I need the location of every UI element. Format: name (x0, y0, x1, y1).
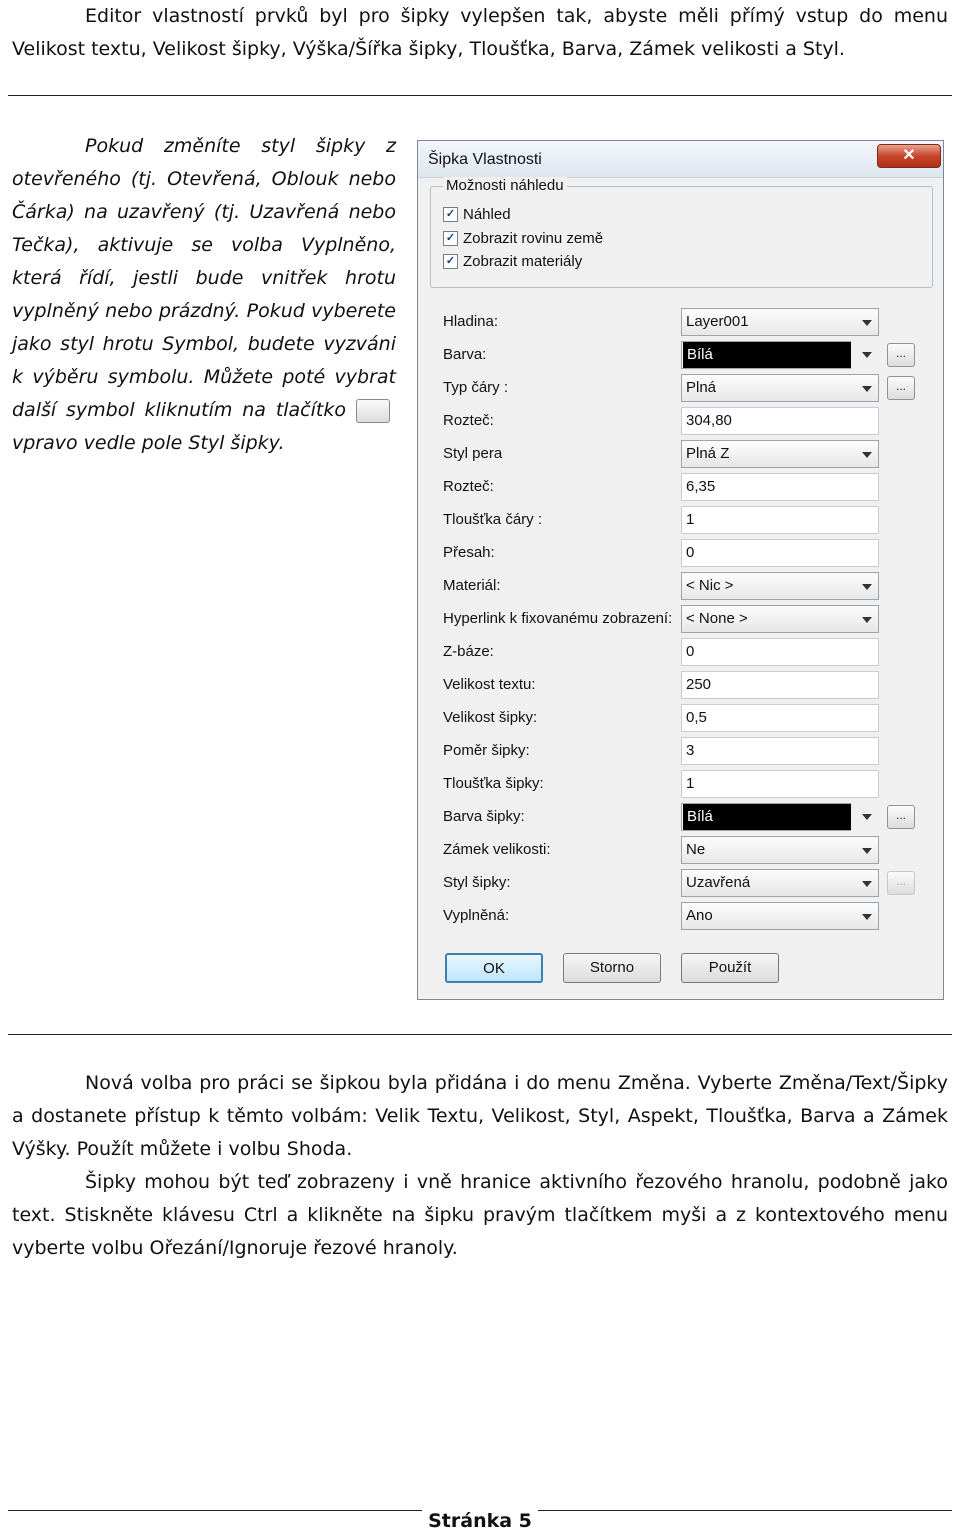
materials-checkbox[interactable] (443, 253, 582, 270)
spacing-row (418, 407, 943, 435)
preview-options-group (430, 177, 933, 288)
field-label: Styl pera (443, 445, 503, 462)
close-icon[interactable]: ✕ (877, 144, 941, 168)
footer-rule-right (538, 1510, 952, 1511)
arrow-size-input[interactable]: 0,5 (681, 704, 879, 732)
arrow-weight-input[interactable]: 1 (681, 770, 879, 798)
field-label: Zámek velikosti: (443, 841, 551, 858)
linetype-row (418, 374, 943, 402)
field-label: Barva šipky: (443, 808, 525, 825)
arrow-color-select[interactable]: Bílá (681, 803, 851, 831)
chevron-down-icon (862, 584, 872, 590)
color-browse-button[interactable]: ... (887, 343, 915, 367)
arrow-style-browse-button[interactable]: ... (887, 871, 915, 895)
bottom-paragraph-1: Nová volba pro práci se šipkou byla přidána i do menu Změna. Vyberte Změna/Text/Šipky a dostanete přístup k těmto volbám: Velik Textu, Velikost, Styl, Aspekt, Tloušťka, Barva a Zámek Výšky. Použít můžete i volbu Shoda. (12, 1072, 948, 1160)
chevron-down-icon (862, 452, 872, 458)
field-label: Hyperlink k fixovanému zobrazení: (443, 610, 673, 627)
apply-button[interactable]: Použít (681, 953, 779, 983)
chevron-down-icon (862, 386, 872, 392)
footer-rule-left (8, 1510, 422, 1511)
arrow-color-row (418, 803, 943, 831)
arrow-ratio-input[interactable]: 3 (681, 737, 879, 765)
arrow-style-select[interactable]: Uzavřená (681, 869, 879, 897)
chevron-down-icon (862, 914, 872, 920)
field-label: Poměr šipky: (443, 742, 530, 759)
field-label: Styl šipky: (443, 874, 511, 891)
checkbox-label: Zobrazit rovinu země (463, 230, 604, 247)
chevron-down-icon (862, 848, 872, 854)
hyperlink-select[interactable]: < None > (681, 605, 879, 633)
field-label: Rozteč: (443, 412, 494, 429)
field-label: Velikost textu: (443, 676, 536, 693)
field-label: Typ čáry : (443, 379, 509, 396)
material-select[interactable]: < Nic > (681, 572, 879, 600)
arrow-size-row (418, 704, 943, 732)
overhang-row (418, 539, 943, 567)
dialog-title: Šipka Vlastnosti (428, 151, 542, 168)
arrow-weight-row (418, 770, 943, 798)
page-number: Stránka 5 (428, 1510, 532, 1532)
preview-checkbox[interactable] (443, 206, 511, 223)
filled-row (418, 902, 943, 930)
overhang-input[interactable]: 0 (681, 539, 879, 567)
color-row (418, 341, 943, 369)
arrow-style-row (418, 869, 943, 897)
cancel-button[interactable]: Storno (563, 953, 661, 983)
intro-paragraph: Editor vlastností prvků byl pro šipky vylepšen tak, abyste měli přímý vstup do menu Velikost textu, Velikost šipky, Výška/Šířka šipky, Tloušťka, Barva, Zámek velikosti a Styl. (12, 5, 948, 60)
checkbox-check-icon[interactable]: ✓ (443, 254, 458, 269)
pen-spacing-input[interactable]: 6,35 (681, 473, 879, 501)
filled-select[interactable]: Ano (681, 902, 879, 930)
arrow-ratio-row (418, 737, 943, 765)
field-label: Rozteč: (443, 478, 494, 495)
z-base-input[interactable]: 0 (681, 638, 879, 666)
linetype-select[interactable]: Plná (681, 374, 879, 402)
checkbox-check-icon[interactable]: ✓ (443, 207, 458, 222)
chevron-down-icon[interactable] (862, 814, 872, 820)
chevron-down-icon (862, 881, 872, 887)
line-weight-input[interactable]: 1 (681, 506, 879, 534)
field-label: Barva: (443, 346, 487, 363)
field-label: Z-báze: (443, 643, 494, 660)
field-label: Přesah: (443, 544, 495, 561)
material-row (418, 572, 943, 600)
left-column-text (12, 130, 396, 460)
ellipsis-button-example (356, 399, 390, 423)
text-size-input[interactable]: 250 (681, 671, 879, 699)
chevron-down-icon (862, 617, 872, 623)
size-lock-select[interactable]: Ne (681, 836, 879, 864)
z-base-row (418, 638, 943, 666)
chevron-down-icon[interactable] (862, 352, 872, 358)
field-label: Materiál: (443, 577, 501, 594)
linetype-browse-button[interactable]: ... (887, 376, 915, 400)
chevron-down-icon (862, 320, 872, 326)
field-label: Velikost šipky: (443, 709, 538, 726)
left-text-before: Pokud změníte styl šipky z otevřeného (tj. Otevřená, Oblouk nebo Čárka) na uzavřený (tj. Uzavřená nebo Tečka), aktivuje se volba Vyplněno, která řídí, jestli bude vnitřek hrotu vyplněný nebo prázdný. Pokud vyberete jako styl hrotu Symbol, budete vyzváni k výběru symbolu. Můžete poté vybrat další symbol kliknutím na tlačítko (12, 135, 396, 421)
bottom-divider (8, 1034, 952, 1035)
checkbox-check-icon[interactable]: ✓ (443, 231, 458, 246)
color-select[interactable]: Bílá (681, 341, 851, 369)
field-label: Vyplněná: (443, 907, 510, 924)
hyperlink-row (418, 605, 943, 633)
pen-spacing-row (418, 473, 943, 501)
pen-style-select[interactable]: Plná Z (681, 440, 879, 468)
spacing-input[interactable]: 304,80 (681, 407, 879, 435)
field-label: Tloušťka šipky: (443, 775, 544, 792)
field-label: Hladina: (443, 313, 499, 330)
group-title: Možnosti náhledu (443, 177, 567, 194)
text-size-row (418, 671, 943, 699)
line-weight-row (418, 506, 943, 534)
pen-style-row (418, 440, 943, 468)
top-divider (8, 95, 952, 96)
left-text-after: vpravo vedle pole Styl šipky. (12, 432, 285, 454)
arrow-color-browse-button[interactable]: ... (887, 805, 915, 829)
checkbox-label: Náhled (463, 206, 511, 223)
bottom-text (12, 1067, 948, 1265)
ground-plane-checkbox[interactable] (443, 230, 603, 247)
layer-select[interactable]: Layer001 (681, 308, 879, 336)
checkbox-label: Zobrazit materiály (463, 253, 583, 270)
ok-button[interactable]: OK (445, 953, 543, 983)
layer-row (418, 308, 943, 336)
arrow-properties-dialog (417, 140, 944, 1000)
dialog-titlebar (418, 141, 943, 178)
bottom-paragraph-2: Šipky mohou být teď zobrazeny i vně hranice aktivního řezového hranolu, podobně jako text. Stiskněte klávesu Ctrl a klikněte na šipku pravým tlačítkem myši a z kontextového menu vyberte volbu Ořezání/Ignoruje řezové hranoly. (12, 1171, 948, 1259)
size-lock-row (418, 836, 943, 864)
field-label: Tloušťka čáry : (443, 511, 542, 528)
